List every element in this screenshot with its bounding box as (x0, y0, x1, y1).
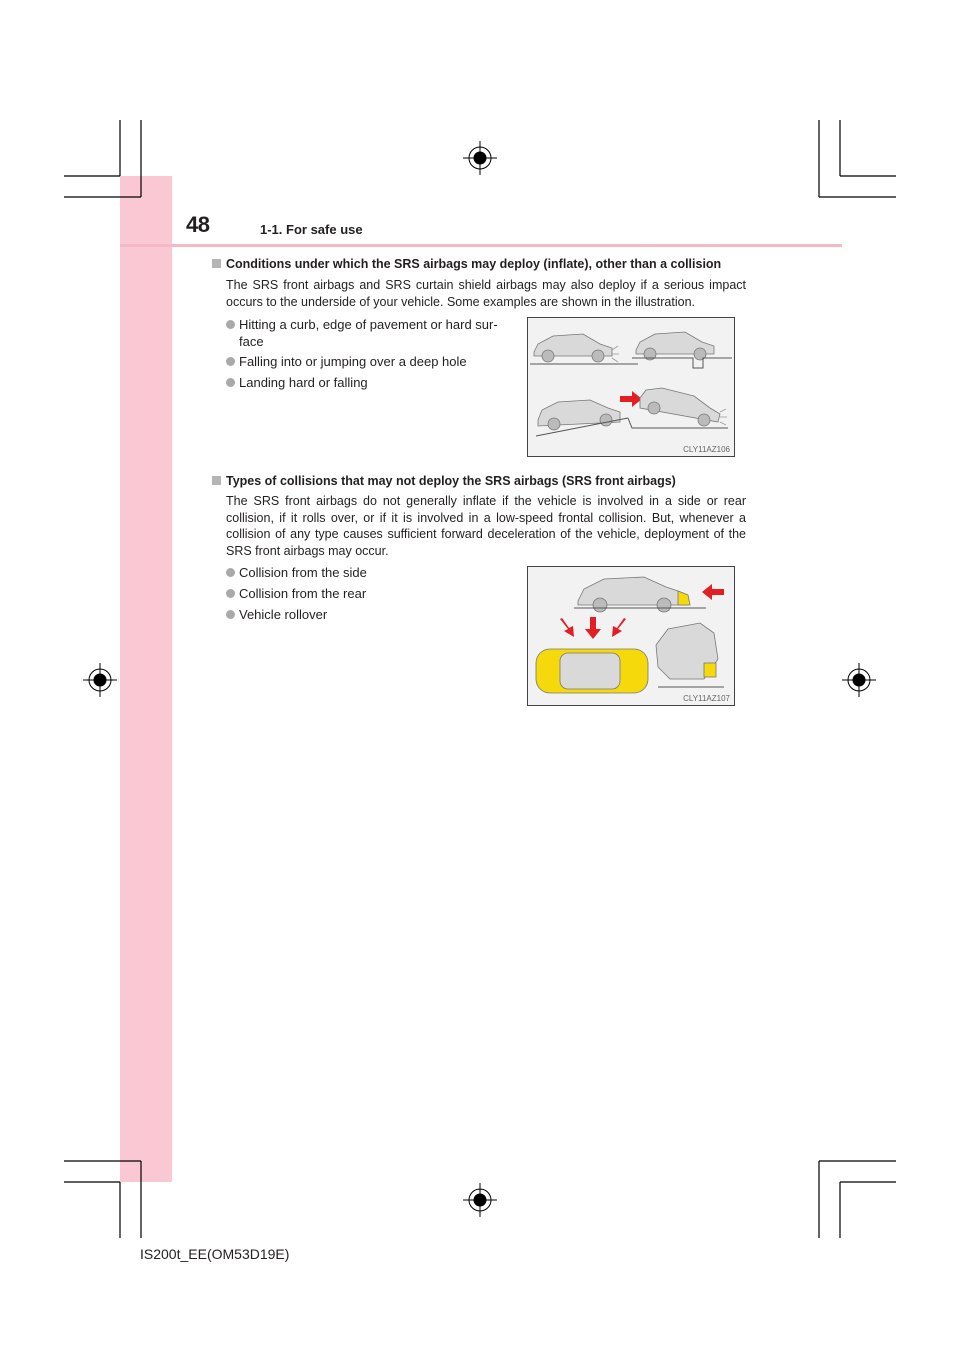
registration-mark-right (842, 663, 876, 697)
paragraph-non-deploy-collisions: The SRS front airbags do not generally inflate if the vehicle is involved in a side or rear collision, if it rolls over, or if it is involved in a low-speed frontal collision. But, whenever a collision of any type causes sufficient forward deceleration of the vehicle, deployment of the SRS front airbags may occur. (226, 494, 746, 558)
registration-mark-bottom (463, 1183, 497, 1217)
collision-types-illustration (528, 567, 734, 705)
bullet-dot-icon (226, 589, 235, 598)
list-item: Vehicle rollover (226, 607, 327, 624)
bullet-dot-icon (226, 320, 235, 329)
bullet-dot-icon (226, 610, 235, 619)
square-bullet-icon (212, 476, 221, 485)
list-item: Hitting a curb, edge of pavement or hard sur- face (226, 317, 498, 350)
square-bullet-icon (212, 259, 221, 268)
car-impact-illustration (528, 318, 734, 456)
section-title: 1-1. For safe use (260, 222, 363, 237)
figure-code: CLY11AZ106 (683, 445, 730, 454)
list-item: Collision from the rear (226, 586, 366, 603)
illustration-underside-impact (527, 317, 735, 457)
bullet-dot-icon (226, 378, 235, 387)
bullet-dot-icon (226, 568, 235, 577)
bullet-dot-icon (226, 357, 235, 366)
page-number: 48 (186, 212, 210, 237)
heading-text: Conditions under which the SRS airbags may deploy (inflate), other than a collision (226, 257, 722, 271)
registration-mark-top (463, 141, 497, 175)
heading-deploy-conditions (212, 257, 721, 271)
heading-text: Types of collisions that may not deploy the SRS airbags (SRS front airbags) (226, 474, 676, 488)
list-item: Falling into or jumping over a deep hole (226, 354, 467, 371)
list-item: Collision from the side (226, 565, 367, 582)
list-item: Landing hard or falling (226, 375, 368, 392)
header-rule (120, 244, 842, 247)
heading-non-deploy-collisions (212, 474, 676, 488)
paragraph-deploy-conditions: The SRS front airbags and SRS curtain shield airbags may also deploy if a serious impact occurs to the underside of your vehicle. Some examples are shown in the illustration. (226, 278, 746, 309)
footer-doc-id: IS200t_EE(OM53D19E) (140, 1246, 290, 1262)
figure-code: CLY11AZ107 (683, 694, 730, 703)
illustration-collision-types (527, 566, 735, 706)
registration-mark-left (83, 663, 117, 697)
